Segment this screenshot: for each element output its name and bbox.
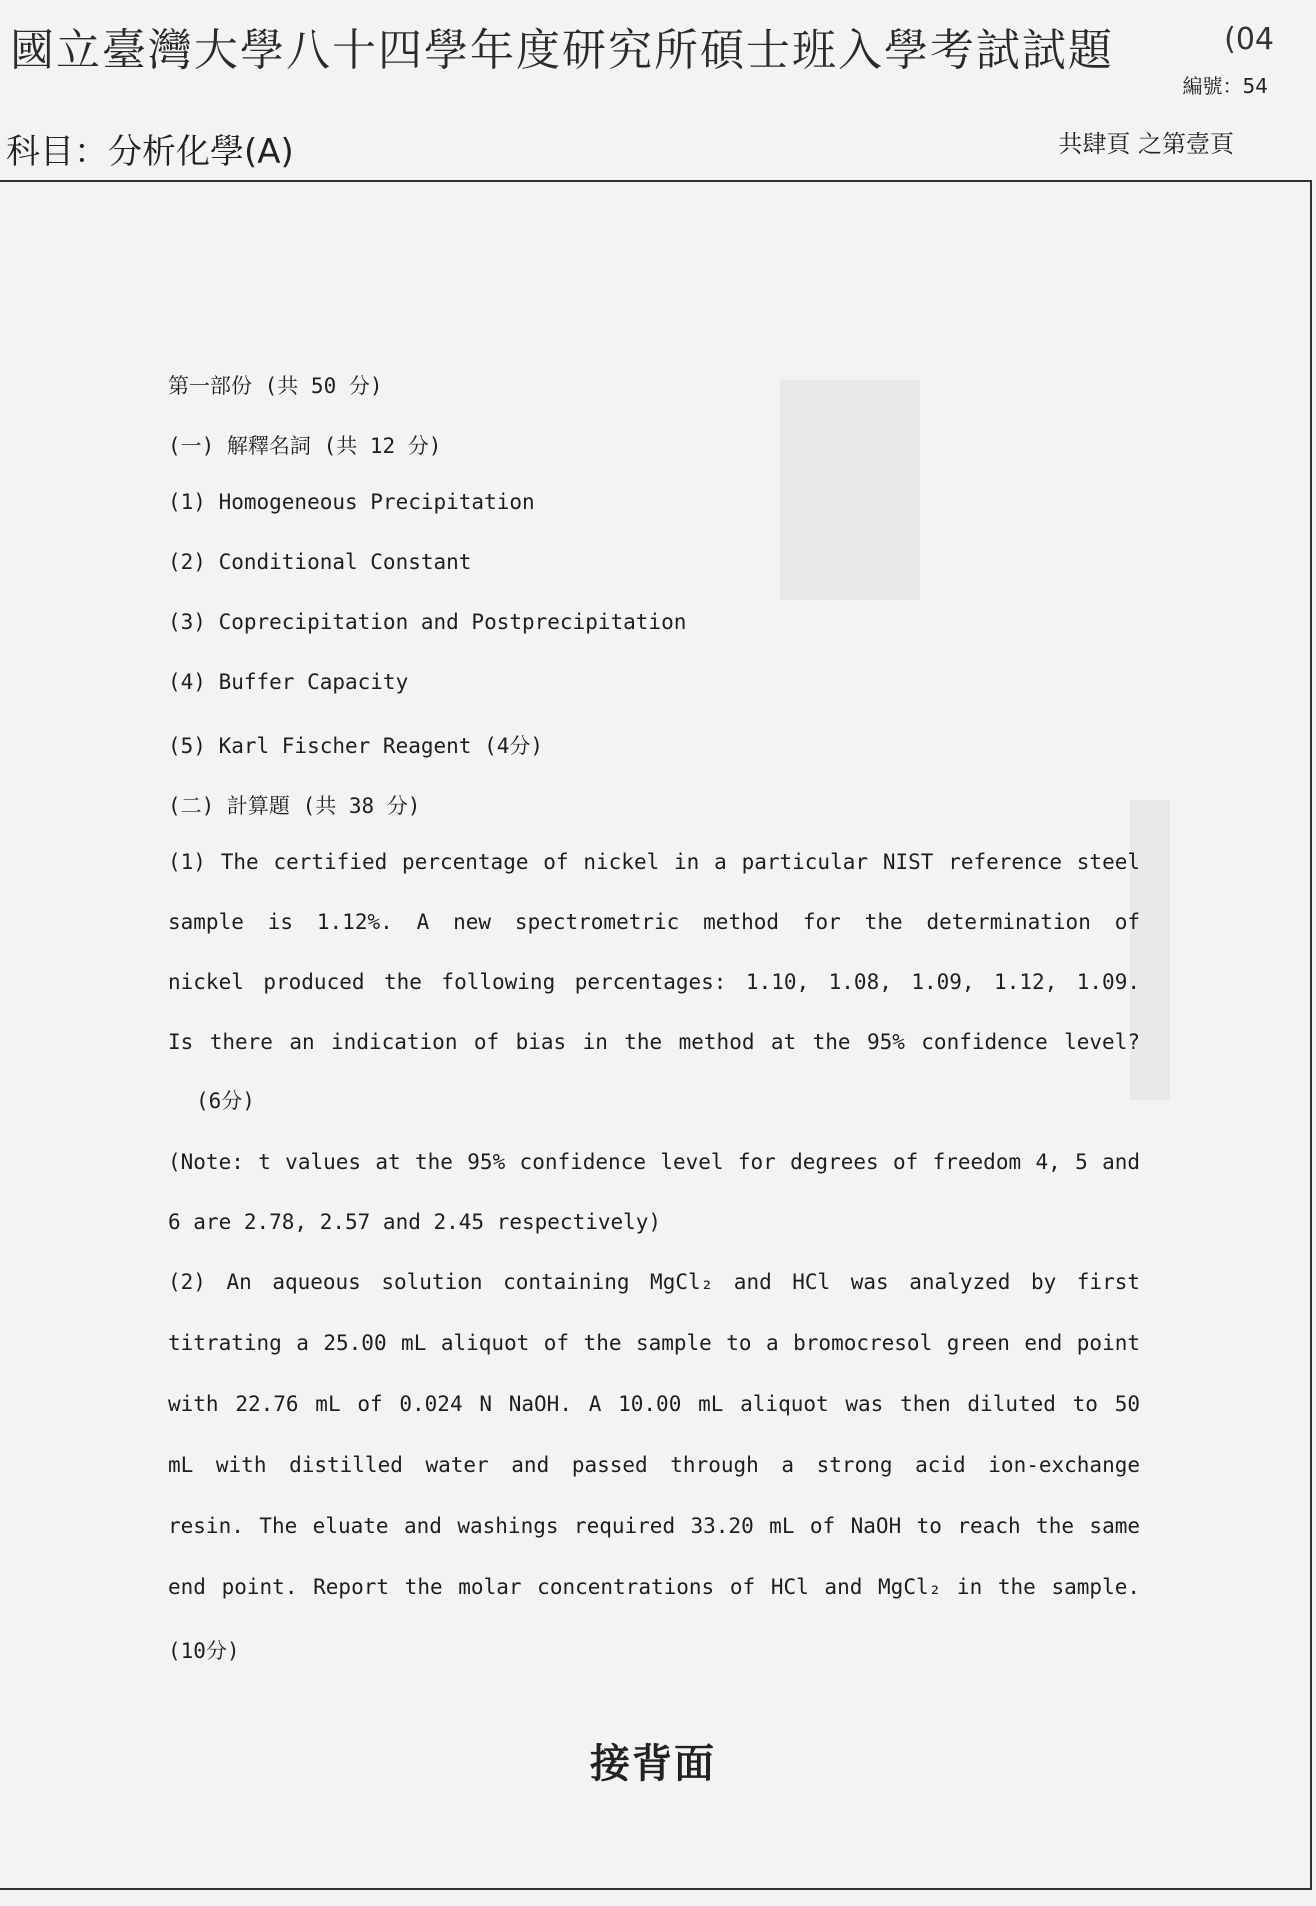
question-line: with 22.76 mL of 0.024 N NaOH. A 10.00 mL aliquot was then diluted to 50: [168, 1392, 1140, 1416]
page-count: 共肆頁 之第壹頁: [1058, 130, 1234, 158]
subject-label: 科目：分析化學(A): [6, 132, 294, 172]
question-line: nickel produced the following percentages: 1.10, 1.08, 1.09, 1.12, 1.09.: [168, 970, 1140, 994]
question-line: mL with distilled water and passed through a strong acid ion-exchange: [168, 1453, 1140, 1477]
question-note: 6 are 2.78, 2.57 and 2.45 respectively): [168, 1210, 662, 1234]
question-points: (6分): [196, 1089, 255, 1113]
question-line: (2) An aqueous solution containing MgCl₂ and HCl was analyzed by first: [168, 1270, 1140, 1294]
continue-overleaf-note: 接背面: [590, 1740, 716, 1787]
question-line: (1) The certified percentage of nickel in a particular NIST reference steel: [168, 850, 1140, 874]
exam-title: 國立臺灣大學八十四學年度研究所碩士班入學考試試題: [10, 25, 1114, 76]
term-item: (2) Conditional Constant: [168, 550, 472, 574]
subsection-heading: (一) 解釋名詞 (共 12 分): [168, 434, 442, 458]
question-line: Is there an indication of bias in the method at the 95% confidence level?: [168, 1030, 1140, 1054]
question-line: titrating a 25.00 mL aliquot of the sample to a bromocresol green end point: [168, 1331, 1140, 1355]
question-points: (10分): [168, 1639, 240, 1663]
term-item: (4) Buffer Capacity: [168, 670, 409, 694]
exam-code: 編號：54: [1182, 74, 1268, 98]
section-heading: 第一部份 (共 50 分): [168, 374, 383, 398]
question-note: (Note: t values at the 95% confidence level for degrees of freedom 4, 5 and: [168, 1150, 1140, 1174]
subsection-heading: (二) 計算題 (共 38 分): [168, 794, 421, 818]
corner-mark: (04: [1224, 22, 1274, 57]
question-line: end point. Report the molar concentrations of HCl and MgCl₂ in the sample.: [168, 1575, 1140, 1599]
term-item: (5) Karl Fischer Reagent (4分): [168, 734, 544, 758]
question-line: resin. The eluate and washings required 33.20 mL of NaOH to reach the same: [168, 1514, 1140, 1538]
question-line: sample is 1.12%. A new spectrometric method for the determination of: [168, 910, 1140, 934]
term-item: (3) Coprecipitation and Postprecipitation: [168, 610, 687, 634]
term-item: (1) Homogeneous Precipitation: [168, 490, 535, 514]
